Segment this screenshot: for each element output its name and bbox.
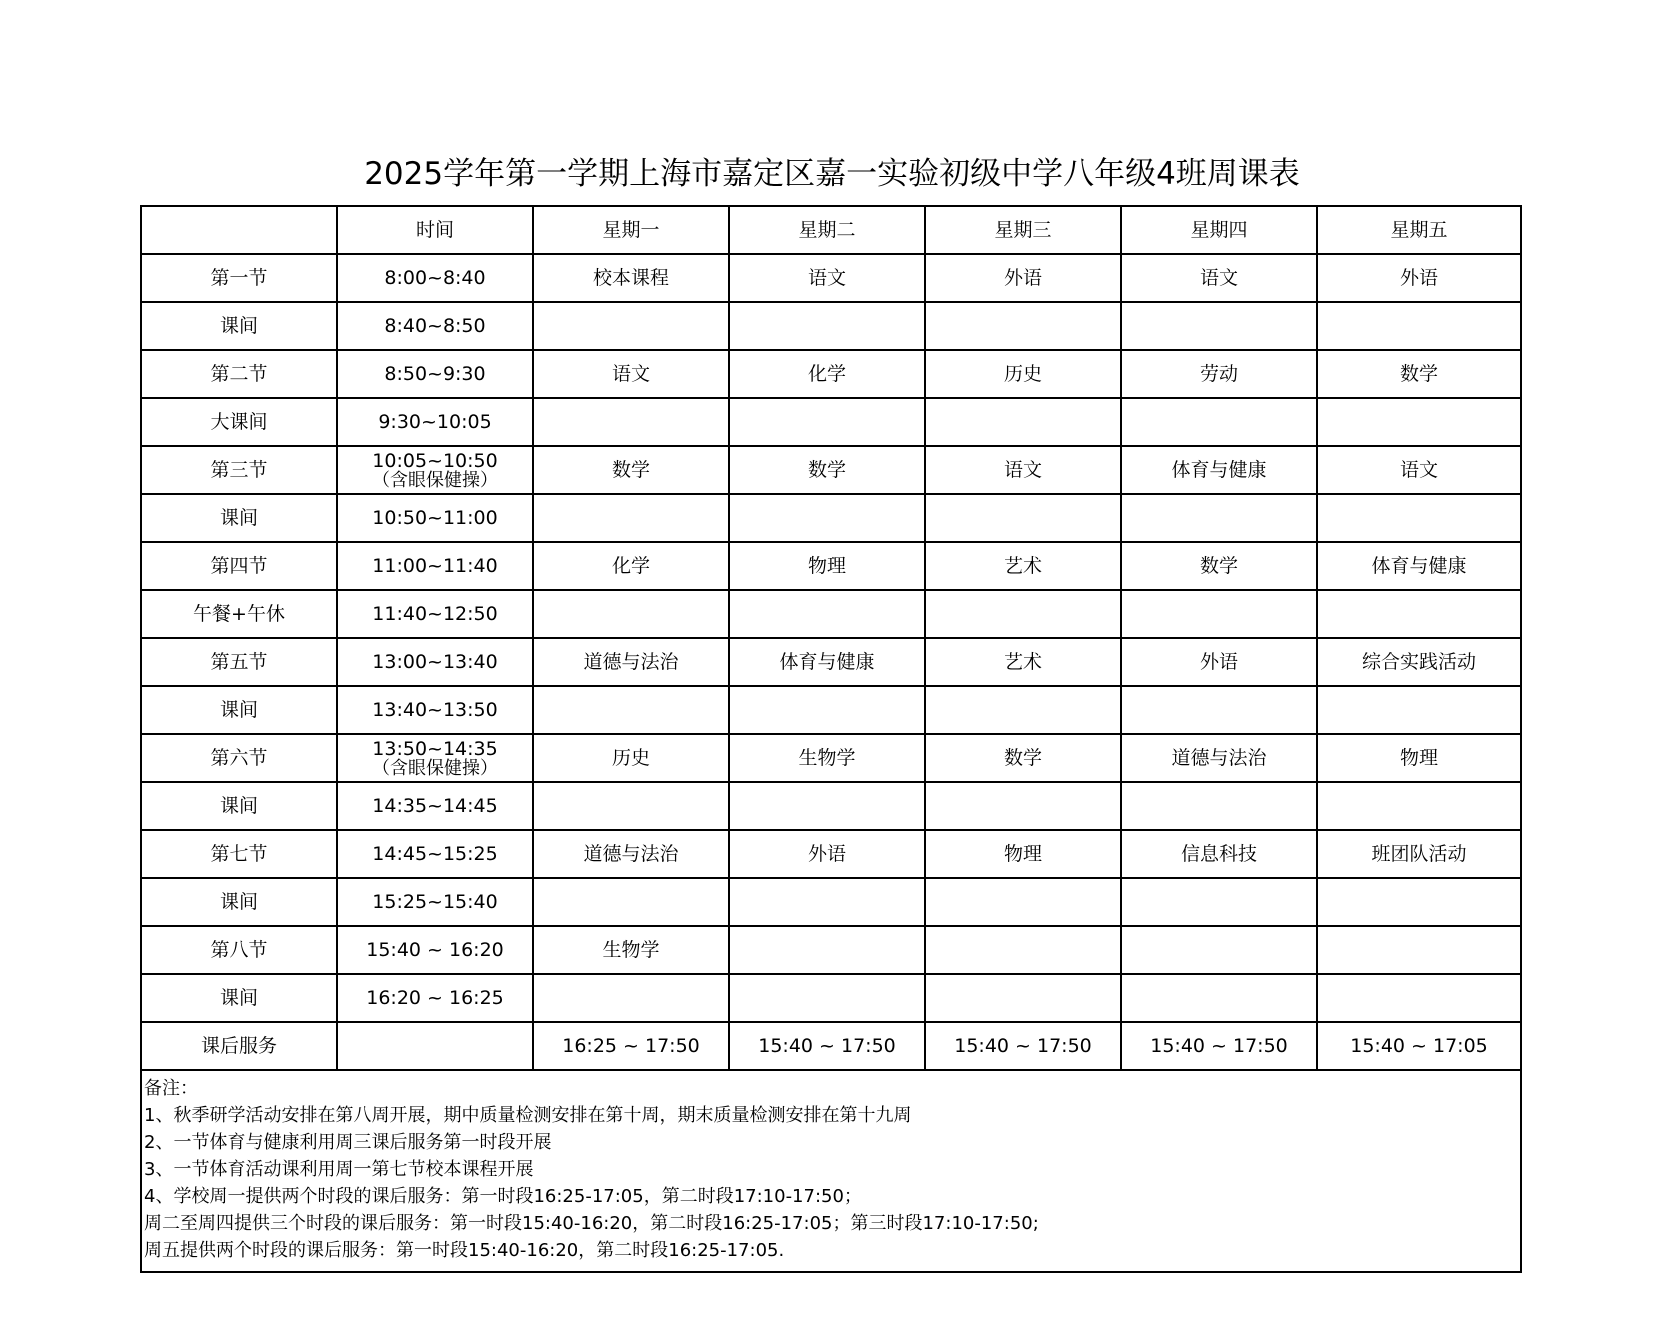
- time-range: 9:30~10:05: [378, 411, 492, 433]
- notes-line: 3、一节体育活动课利用周一第七节校本课程开展: [144, 1159, 534, 1180]
- subject-cell-friday: [1317, 782, 1521, 830]
- time-cell: [337, 686, 533, 734]
- table-row: [141, 542, 1521, 590]
- time-cell: [337, 254, 533, 302]
- table-row: [141, 302, 1521, 350]
- subject-cell-thursday: 信息科技: [1121, 830, 1317, 878]
- table-row: [141, 494, 1521, 542]
- subject-cell-thursday: [1121, 926, 1317, 974]
- time-cell: [337, 542, 533, 590]
- period-cell: 课间: [141, 494, 337, 542]
- time-range: 14:45~15:25: [372, 843, 498, 865]
- time-cell: [337, 302, 533, 350]
- table-row: [141, 734, 1521, 782]
- subject-cell-tuesday: [729, 782, 925, 830]
- subject-cell-wednesday: [925, 302, 1121, 350]
- subject-cell-thursday: 15:40 ~ 17:50: [1121, 1022, 1317, 1070]
- period-cell: 午餐+午休: [141, 590, 337, 638]
- time-range: 8:00~8:40: [384, 267, 486, 289]
- subject-cell-wednesday: [925, 686, 1121, 734]
- subject-cell-wednesday: [925, 974, 1121, 1022]
- subject-cell-tuesday: [729, 974, 925, 1022]
- notes-line: 周五提供两个时段的课后服务：第一时段15:40-16:20，第二时段16:25-17:05.: [144, 1240, 785, 1261]
- subject-cell-tuesday: [729, 926, 925, 974]
- subject-cell-monday: 道德与法治: [533, 638, 729, 686]
- subject-cell-tuesday: 生物学: [729, 734, 925, 782]
- table-row: [141, 350, 1521, 398]
- subject-cell-tuesday: 数学: [729, 446, 925, 494]
- time-range: 13:00~13:40: [372, 651, 498, 673]
- subject-cell-tuesday: [729, 878, 925, 926]
- subject-cell-thursday: 语文: [1121, 254, 1317, 302]
- period-cell: 第三节: [141, 446, 337, 494]
- subject-cell-tuesday: 化学: [729, 350, 925, 398]
- subject-cell-friday: [1317, 398, 1521, 446]
- subject-cell-monday: 16:25 ~ 17:50: [533, 1022, 729, 1070]
- subject-cell-wednesday: 数学: [925, 734, 1121, 782]
- header-cell-blank: [141, 206, 337, 254]
- period-cell: 课间: [141, 878, 337, 926]
- subject-cell-friday: [1317, 974, 1521, 1022]
- subject-cell-friday: [1317, 302, 1521, 350]
- subject-cell-monday: [533, 782, 729, 830]
- subject-cell-thursday: [1121, 782, 1317, 830]
- subject-cell-wednesday: 历史: [925, 350, 1121, 398]
- table-row: [141, 686, 1521, 734]
- time-range: 10:05~10:50: [372, 450, 498, 472]
- subject-cell-friday: [1317, 926, 1521, 974]
- table-row: [141, 254, 1521, 302]
- notes-cell: [141, 1070, 1521, 1272]
- time-range: 14:35~14:45: [372, 795, 498, 817]
- subject-cell-wednesday: [925, 782, 1121, 830]
- header-cell-wednesday: 星期三: [925, 206, 1121, 254]
- subject-cell-wednesday: [925, 878, 1121, 926]
- time-cell: [337, 974, 533, 1022]
- subject-cell-friday: [1317, 494, 1521, 542]
- subject-cell-monday: 数学: [533, 446, 729, 494]
- time-range: 8:40~8:50: [384, 315, 486, 337]
- table-row: [141, 878, 1521, 926]
- header-cell-tuesday: 星期二: [729, 206, 925, 254]
- subject-cell-thursday: 外语: [1121, 638, 1317, 686]
- subject-cell-thursday: [1121, 878, 1317, 926]
- time-cell: [337, 830, 533, 878]
- subject-cell-wednesday: 物理: [925, 830, 1121, 878]
- subject-cell-tuesday: [729, 686, 925, 734]
- time-cell: [337, 734, 533, 782]
- subject-cell-wednesday: [925, 494, 1121, 542]
- subject-cell-thursday: [1121, 686, 1317, 734]
- time-range: 11:40~12:50: [372, 603, 498, 625]
- subject-cell-wednesday: 15:40 ~ 17:50: [925, 1022, 1121, 1070]
- period-cell: 第一节: [141, 254, 337, 302]
- period-cell: 第七节: [141, 830, 337, 878]
- notes-line: 2、一节体育与健康利用周三课后服务第一时段开展: [144, 1132, 552, 1153]
- time-range: 13:50~14:35: [372, 738, 498, 760]
- page-title: 2025学年第一学期上海市嘉定区嘉一实验初级中学八年级4班周课表: [364, 156, 1300, 192]
- subject-cell-friday: [1317, 590, 1521, 638]
- subject-cell-monday: [533, 686, 729, 734]
- time-cell: [337, 878, 533, 926]
- time-range: 10:50~11:00: [372, 507, 498, 529]
- period-cell: 第五节: [141, 638, 337, 686]
- subject-cell-tuesday: 外语: [729, 830, 925, 878]
- subject-cell-tuesday: 15:40 ~ 17:50: [729, 1022, 925, 1070]
- subject-cell-monday: 语文: [533, 350, 729, 398]
- table-row: [141, 590, 1521, 638]
- subject-cell-monday: [533, 302, 729, 350]
- period-cell: 大课间: [141, 398, 337, 446]
- time-cell: [337, 350, 533, 398]
- table-row: [141, 830, 1521, 878]
- period-cell: 课间: [141, 686, 337, 734]
- subject-cell-monday: 生物学: [533, 926, 729, 974]
- subject-cell-wednesday: 艺术: [925, 638, 1121, 686]
- subject-cell-tuesday: 语文: [729, 254, 925, 302]
- subject-cell-monday: 化学: [533, 542, 729, 590]
- notes-line: 1、秋季研学活动安排在第八周开展，期中质量检测安排在第十周，期末质量检测安排在第十九周: [144, 1105, 912, 1126]
- subject-cell-thursday: 数学: [1121, 542, 1317, 590]
- time-cell: [337, 494, 533, 542]
- table-row: [141, 926, 1521, 974]
- period-cell: 课间: [141, 302, 337, 350]
- subject-cell-wednesday: 艺术: [925, 542, 1121, 590]
- subject-cell-monday: [533, 494, 729, 542]
- subject-cell-wednesday: 语文: [925, 446, 1121, 494]
- table-row: [141, 974, 1521, 1022]
- period-cell: 课间: [141, 782, 337, 830]
- subject-cell-friday: 数学: [1317, 350, 1521, 398]
- time-range: 11:00~11:40: [372, 555, 498, 577]
- subject-cell-friday: 班团队活动: [1317, 830, 1521, 878]
- time-range: 15:25~15:40: [372, 891, 498, 913]
- time-cell: [337, 782, 533, 830]
- notes-line: 4、学校周一提供两个时段的课后服务：第一时段16:25-17:05，第二时段17:10-17:50；: [144, 1186, 862, 1207]
- subject-cell-friday: [1317, 686, 1521, 734]
- time-note: （含眼保健操）: [372, 758, 498, 779]
- subject-cell-wednesday: [925, 398, 1121, 446]
- subject-cell-wednesday: [925, 590, 1121, 638]
- table-row: [141, 398, 1521, 446]
- time-cell: [337, 446, 533, 494]
- time-range: 8:50~9:30: [384, 363, 486, 385]
- subject-cell-monday: 道德与法治: [533, 830, 729, 878]
- subject-cell-monday: [533, 398, 729, 446]
- period-cell: 课间: [141, 974, 337, 1022]
- period-cell: 第四节: [141, 542, 337, 590]
- notes-line: 周二至周四提供三个时段的课后服务：第一时段15:40-16:20，第二时段16:25-17:05；第三时段17:10-17:50;: [144, 1213, 1039, 1234]
- table-row: [141, 638, 1521, 686]
- subject-cell-friday: 外语: [1317, 254, 1521, 302]
- subject-cell-tuesday: 物理: [729, 542, 925, 590]
- subject-cell-tuesday: [729, 398, 925, 446]
- time-cell: [337, 638, 533, 686]
- subject-cell-monday: 历史: [533, 734, 729, 782]
- subject-cell-monday: [533, 974, 729, 1022]
- header-cell-thursday: 星期四: [1121, 206, 1317, 254]
- subject-cell-friday: 物理: [1317, 734, 1521, 782]
- subject-cell-tuesday: 体育与健康: [729, 638, 925, 686]
- subject-cell-tuesday: [729, 302, 925, 350]
- timetable: [140, 205, 1522, 1273]
- notes-heading: 备注：: [144, 1078, 198, 1099]
- subject-cell-monday: 校本课程: [533, 254, 729, 302]
- time-cell: [337, 590, 533, 638]
- time-cell: [337, 926, 533, 974]
- subject-cell-thursday: 劳动: [1121, 350, 1317, 398]
- header-cell-friday: 星期五: [1317, 206, 1521, 254]
- time-range: 16:20 ~ 16:25: [366, 987, 504, 1009]
- time-cell: [337, 1022, 533, 1070]
- subject-cell-wednesday: 外语: [925, 254, 1121, 302]
- time-range: 13:40~13:50: [372, 699, 498, 721]
- period-cell: 第六节: [141, 734, 337, 782]
- subject-cell-thursday: [1121, 398, 1317, 446]
- subject-cell-thursday: [1121, 302, 1317, 350]
- subject-cell-thursday: 道德与法治: [1121, 734, 1317, 782]
- period-cell: 第二节: [141, 350, 337, 398]
- subject-cell-thursday: [1121, 590, 1317, 638]
- period-cell: 第八节: [141, 926, 337, 974]
- time-range: 15:40 ~ 16:20: [366, 939, 504, 961]
- period-cell: 课后服务: [141, 1022, 337, 1070]
- subject-cell-thursday: [1121, 974, 1317, 1022]
- header-cell-monday: 星期一: [533, 206, 729, 254]
- subject-cell-monday: [533, 878, 729, 926]
- table-row: [141, 446, 1521, 494]
- table-row: [141, 782, 1521, 830]
- header-cell-time: 时间: [337, 206, 533, 254]
- subject-cell-wednesday: [925, 926, 1121, 974]
- time-cell: [337, 398, 533, 446]
- subject-cell-monday: [533, 590, 729, 638]
- subject-cell-thursday: [1121, 494, 1317, 542]
- notes-row: [141, 1070, 1521, 1272]
- subject-cell-friday: 体育与健康: [1317, 542, 1521, 590]
- subject-cell-friday: 语文: [1317, 446, 1521, 494]
- subject-cell-tuesday: [729, 590, 925, 638]
- subject-cell-thursday: 体育与健康: [1121, 446, 1317, 494]
- subject-cell-friday: [1317, 878, 1521, 926]
- subject-cell-friday: 综合实践活动: [1317, 638, 1521, 686]
- header-row: [141, 206, 1521, 254]
- time-note: （含眼保健操）: [372, 470, 498, 491]
- subject-cell-tuesday: [729, 494, 925, 542]
- table-row: [141, 1022, 1521, 1070]
- subject-cell-friday: 15:40 ~ 17:05: [1317, 1022, 1521, 1070]
